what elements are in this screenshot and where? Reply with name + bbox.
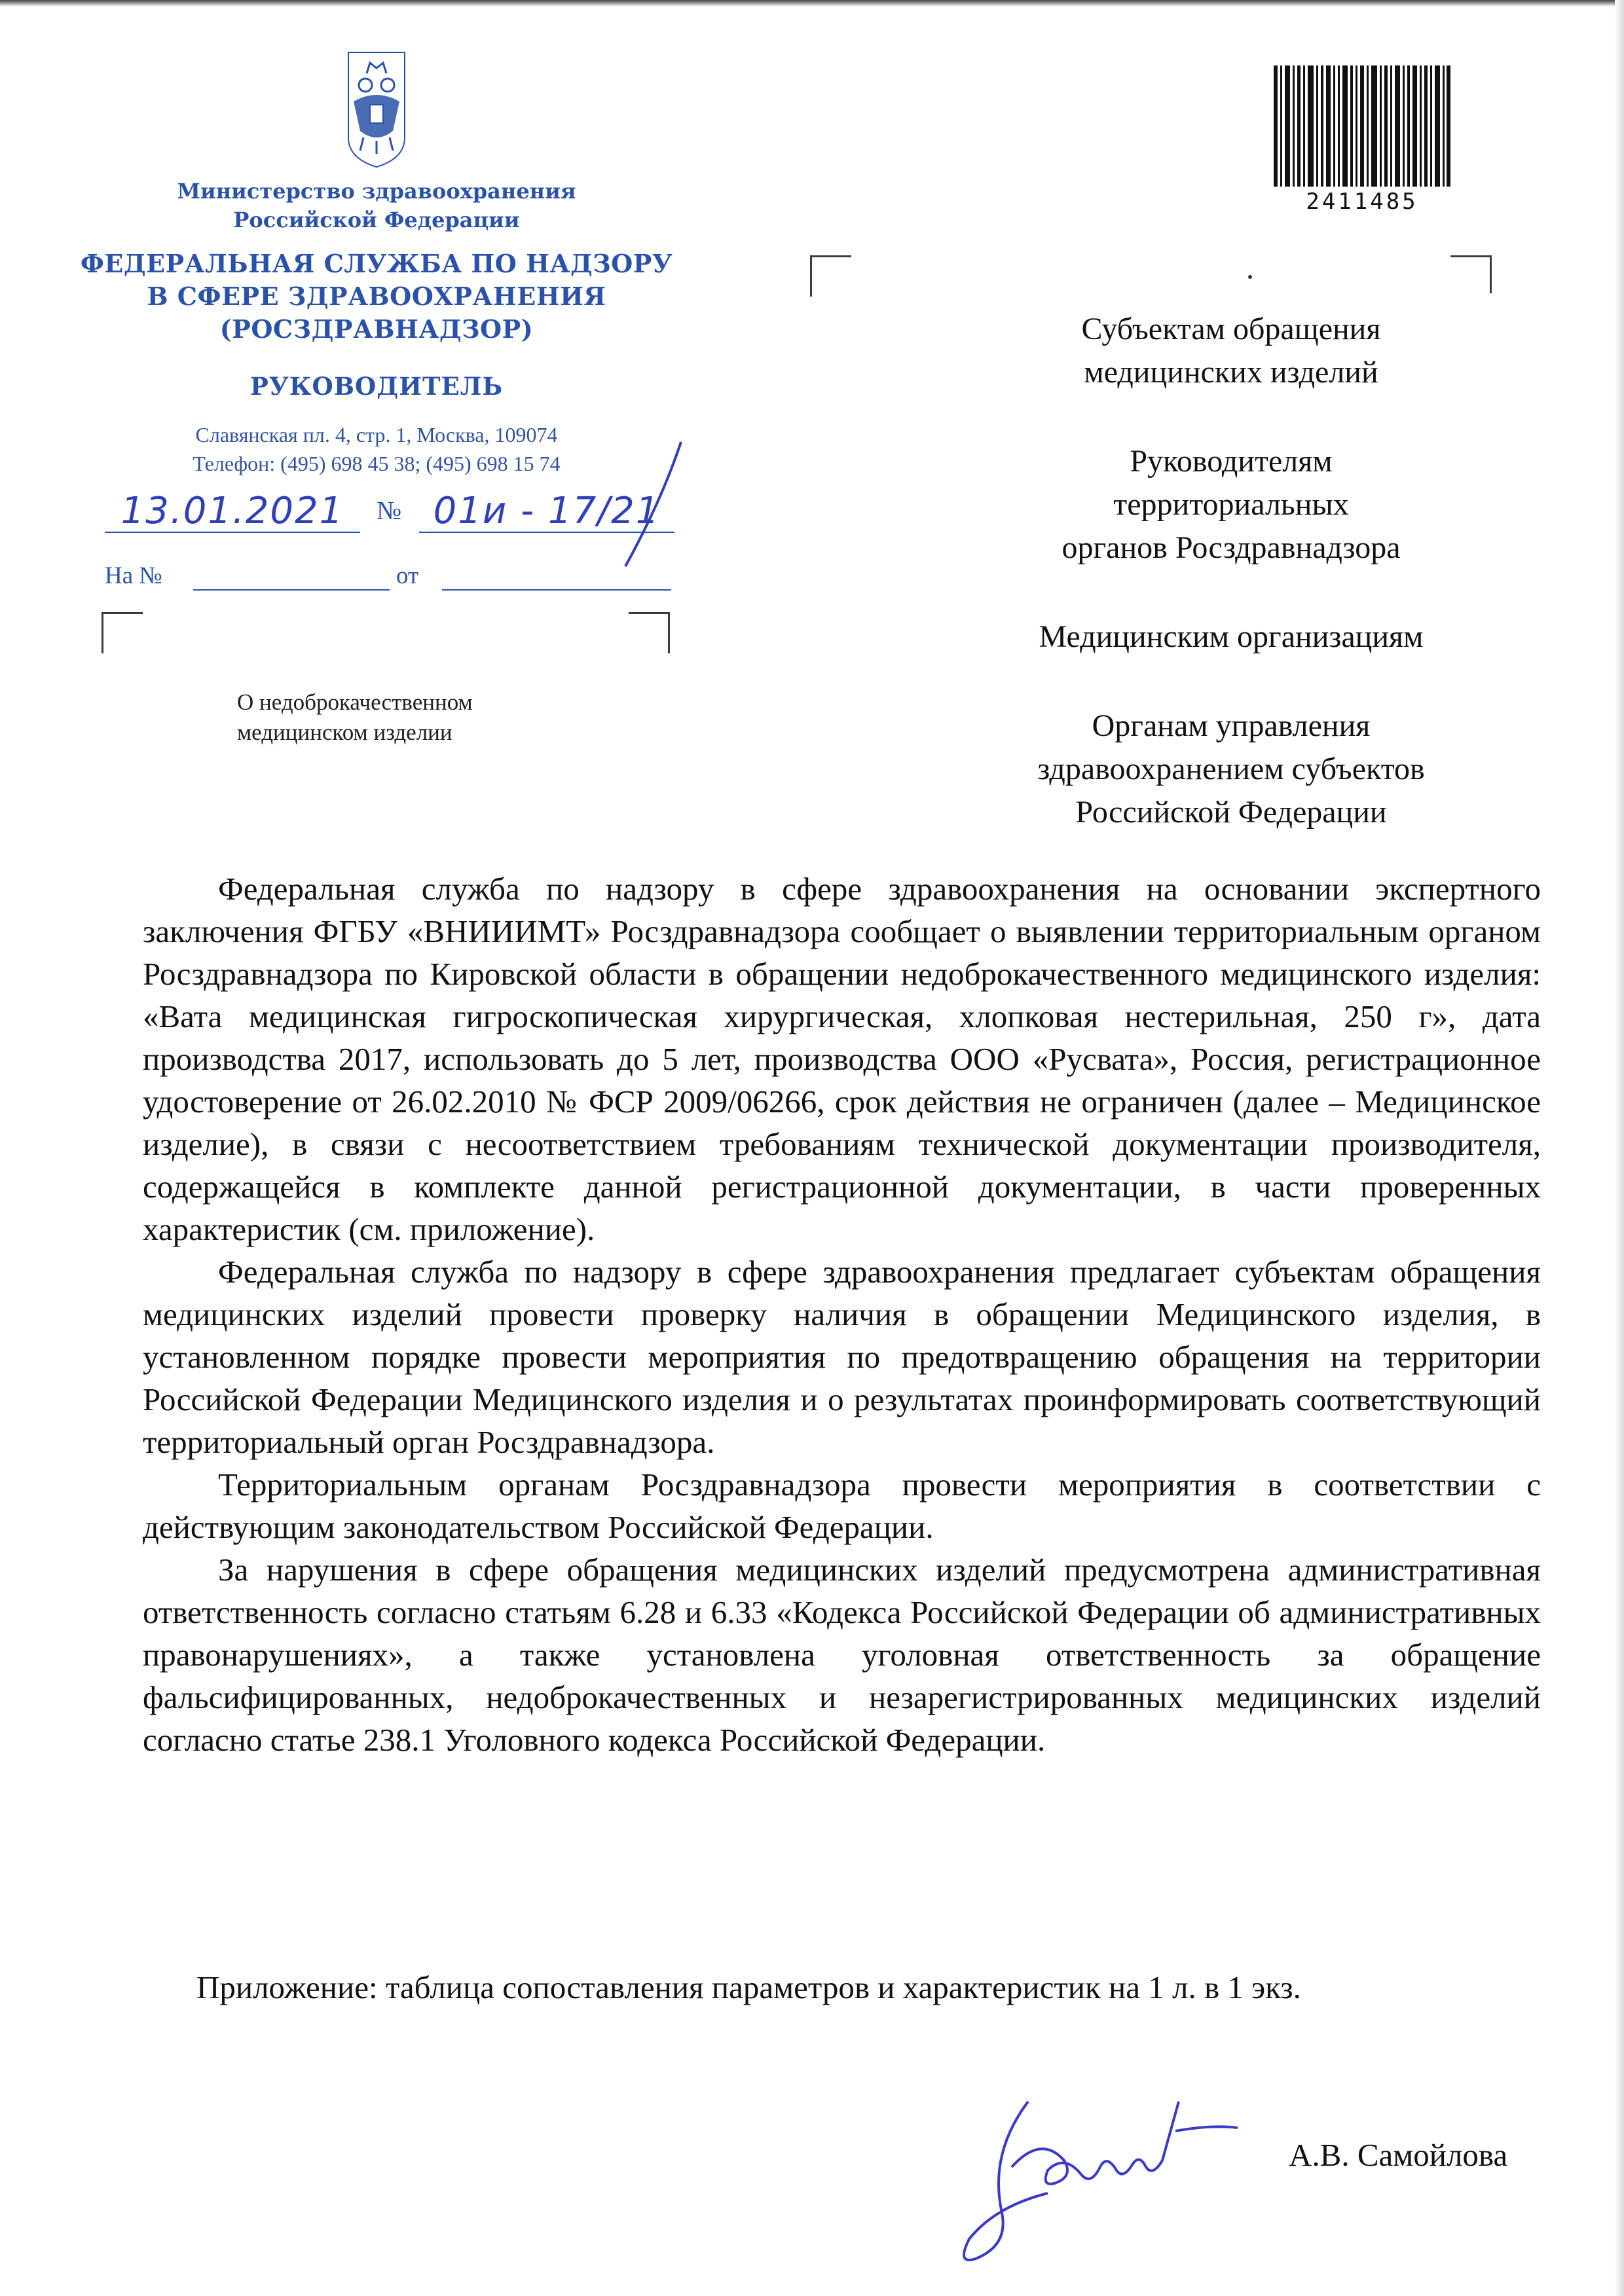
ministry-line-1: Министерство здравоохранения — [177, 179, 576, 204]
registration-number-label: № — [377, 496, 402, 525]
body-paragraph-2: Федеральная служба по надзору в сфере здравоохранения предлагает субъектам обращения медицинских изделий провести проверку наличия в обращении Медицинского изделия, в установленном порядке провести мероприятия по предотвращению обращения на территории Российской Федерации Медицинского изделия и о результатах проинформировать соответствующий территориальный орган Росздравнадзора. — [143, 1254, 1541, 1460]
reply-number-field — [193, 589, 390, 591]
handwritten-slash-stroke — [616, 435, 694, 573]
barcode-icon — [1274, 65, 1450, 187]
reply-to-label: На № — [105, 562, 162, 589]
subject-bracket-left — [101, 612, 143, 653]
addressee-bracket-left — [810, 255, 851, 297]
subject-bracket-right — [629, 612, 670, 653]
subject-line-2: медицинском изделии — [237, 720, 452, 745]
registration-line — [105, 490, 674, 536]
addressee-line: органов Росздравнадзора — [1061, 530, 1401, 565]
reply-date-field — [442, 589, 671, 591]
scan-top-edge — [0, 0, 1624, 7]
addressee-block — [910, 440, 1552, 570]
addressee-line: медицинских изделий — [1084, 355, 1378, 390]
body-paragraph-1: Федеральная служба по надзору в сфере здравоохранения на основании экспертного заключения ФГБУ «ВНИИИМТ» Росздравнадзора сообщает о выявлении территориальным органом Росздравнадзора по Кировской области в обращении недоброкачественного медицинского изделия: «Вата медицинская гигроскопическая хирургическая, хлопковая нестерильная, 250 г», дата производства 2017, использовать до 5 лет, производства ООО «Русвата», Россия, регистрационное удостоверение от 26.02.2010 № ФСР 2009/06266, срок действия не ограничен (далее – Медицинское изделие), в связи с несоответствием требованиям технической документации производителя, содержащейся в комплекте данной регистрационной документации, в части проверенных характеристик (см. приложение). — [143, 871, 1541, 1247]
addressee-line: Руководителям — [1130, 444, 1333, 479]
addressee-line: Субъектам обращения — [1081, 312, 1381, 346]
reply-reference-line — [105, 556, 674, 596]
registration-number: 01и - 17/21 — [419, 490, 674, 533]
addressee-line: Российской Федерации — [1075, 795, 1387, 829]
double-headed-eagle-emblem-icon — [341, 39, 413, 170]
addressee-block — [910, 615, 1552, 659]
addressee-block — [910, 308, 1552, 394]
subject-line-1: О недоброкачественном — [237, 689, 473, 715]
addressee-list — [910, 308, 1552, 880]
service-line-1: ФЕДЕРАЛЬНАЯ СЛУЖБА ПО НАДЗОРУ — [80, 249, 673, 278]
body-paragraph-3: Территориальным органам Росздравнадзора провести мероприятия в соответствии с действующим законодательством Российской Федерации. — [143, 1467, 1541, 1545]
service-line-3: (РОСЗДРАВНАДЗОР) — [219, 314, 534, 344]
ministry-line-2: Российской Федерации — [233, 208, 520, 232]
appendix-note: Приложение: таблица сопоставления параметров и характеристик на 1 л. в 1 экз. — [196, 1969, 1301, 2005]
addressee-dot — [1248, 275, 1252, 279]
scan-right-edge — [1615, 0, 1624, 2296]
phones: Телефон: (495) 698 45 38; (495) 698 15 74 — [193, 452, 561, 475]
addressee-bracket-right — [1450, 255, 1492, 293]
subject — [237, 687, 604, 748]
address: Славянская пл. 4, стр. 1, Москва, 109074 — [195, 423, 558, 446]
head-title: РУКОВОДИТЕЛЬ — [249, 372, 504, 401]
letterhead — [72, 39, 681, 478]
handwritten-signature — [950, 2062, 1238, 2272]
body-paragraph-4: За нарушения в сфере обращения медицинских изделий предусмотрена административная ответственность согласно статьям 6.28 и 6.33 «Кодекса Российской Федерации об административных правонарушениях», а также установлена уголовная ответственность за обращение фальсифицированных, недоброкачественных и незарегистрированных медицинских изделий согласно статье 238.1 Уголовного кодекса Российской Федерации. — [143, 1552, 1541, 1758]
addressee-line: Органам управления — [1092, 708, 1371, 743]
addressee-line: здравоохранением субъектов — [1037, 752, 1425, 786]
addressee-line: Медицинским организациям — [1039, 619, 1424, 654]
registration-date: 13.01.2021 — [105, 490, 360, 533]
addressee-line: территориальных — [1113, 487, 1349, 522]
signatory-name: А.В. Самойлова — [1289, 2137, 1508, 2173]
addressee-block — [910, 704, 1552, 834]
service-line-2: В СФЕРЕ ЗДРАВООХРАНЕНИЯ — [147, 282, 606, 311]
letter-body — [143, 867, 1541, 1761]
reply-from-label: от — [396, 562, 419, 589]
barcode-number: 2411485 — [1306, 189, 1418, 215]
